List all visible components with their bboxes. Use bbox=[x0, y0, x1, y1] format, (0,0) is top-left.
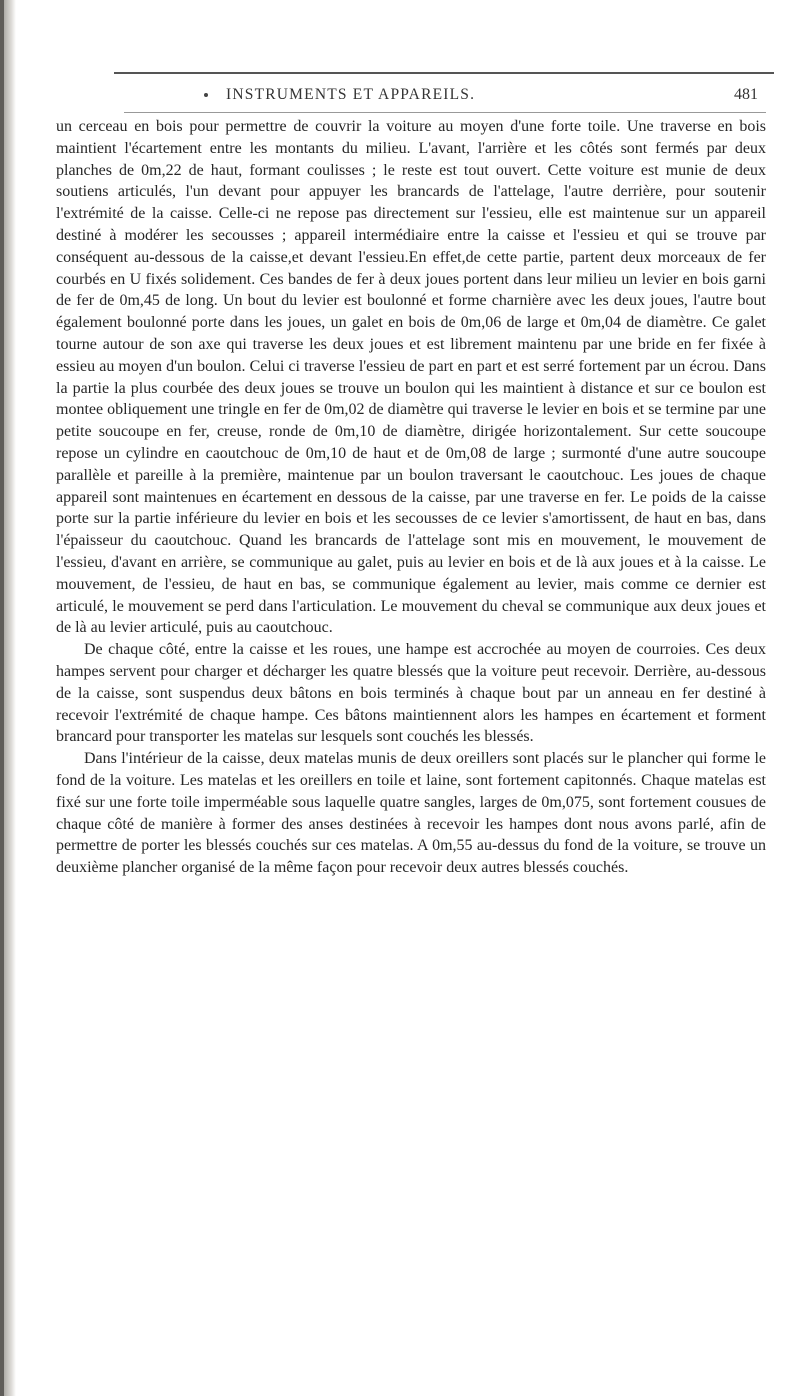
header-bullet bbox=[204, 93, 208, 97]
header-underline bbox=[124, 112, 766, 113]
page-number: 481 bbox=[734, 86, 758, 103]
paragraph-1: un cerceau en bois pour permettre de couvrir la voiture au moyen d'une forte toile. Une traverse en bois maintient l'écartement entre les montants du milieu. L'avant, l'arrière et les côtés sont fermés par deux planches de 0m,22 de haut, formant coulisses ; le reste est tout ouvert. Cette voiture est munie de deux soutiens articulés, l'un devant pour appuyer les brancards de l'attelage, l'autre derrière, pour soutenir l'extrémité de la caisse. Celle-ci ne repose pas directement sur l'essieu, elle est maintenue sur un appareil destiné à modérer les secousses ; appareil intermédiaire entre la caisse et l'essieu et qui se trouve par conséquent au-dessous de la caisse,et devant l'essieu.En effet,de cette partie, partent deux morceaux de fer courbés en U fixés solidement. Ces bandes de fer à deux joues portent dans leur milieu un levier en bois garni de fer de 0m,45 de long. Un bout du levier est boulonné et forme charnière avec les deux joues, l'autre bout également boulonné porte dans les joues, un galet en bois de 0m,06 de large et 0m,04 de diamètre. Ce galet tourne autour de son axe qui traverse les deux joues et est librement maintenu par une bride en fer fixée à essieu au moyen d'un boulon. Celui ci traverse l'essieu de part en part et est serré fortement par un écrou. Dans la partie la plus courbée des deux joues se trouve un boulon qui les maintient à distance et sur ce boulon est montee obliquement une tringle en fer de 0m,02 de diamètre qui traverse le levier en bois et se termine par une petite soucoupe en fer, creuse, ronde de 0m,10 de diamètre, dirigée horizontalement. Sur cette soucoupe repose un cylindre en caoutchouc de 0m,10 de haut et de 0m,08 de large ; surmonté d'une autre soucoupe parallèle et pareille à la première, maintenue par un boulon traversant le caoutchouc. Les joues de chaque appareil sont maintenues en écartement en dessous de la caisse, par une traverse en fer. Le poids de la caisse porte sur la partie inférieure du levier en bois et les secousses de ce levier s'amortissent, de haut en bas, dans l'épaisseur du caoutchouc. Quand les brancards de l'attelage sont mis en mouvement, le mouvement de l'essieu, d'avant en arrière, se communique au galet, puis au levier en bois et de là aux joues et à la caisse. Le mouvement, de l'essieu, de haut en bas, se communique également au levier, mais comme ce dernier est articulé, le mouvement se perd dans l'articulation. Le mouvement du cheval se communique aux deux joues et de là au levier articulé, puis au caoutchouc. bbox=[56, 118, 766, 637]
page-edge bbox=[0, 0, 4, 1396]
header-rule bbox=[114, 72, 774, 74]
paragraph-3: Dans l'intérieur de la caisse, deux matelas munis de deux oreillers sont placés sur le plancher qui forme le fond de la voiture. Les matelas et les oreillers en toile et laine, sont fortement capitonnés. Chaque matelas est fixé sur une forte toile imperméable sous laquelle quatre sangles, larges de 0m,075, sont fortement cousues de chaque côté de manière à former des anses destinées à recevoir les hampes dont nous avons parlé, afin de permettre de porter les blessés couchés sur ces matelas. A 0m,55 au-dessus du fond de la voiture, se trouve un deuxième plancher organisé de la même façon pour recevoir deux autres blessés couchés. bbox=[56, 750, 766, 877]
running-title: INSTRUMENTS ET APPAREILS. bbox=[226, 86, 476, 103]
paragraph-2: De chaque côté, entre la caisse et les roues, une hampe est accrochée au moyen de courroies. Ces deux hampes servent pour charger et décharger les quatre blessés que la voiture peut recevoir. Derrière, au-dessous de la caisse, sont suspendus deux bâtons en bois terminés à chaque bout par un anneau en fer destiné à recevoir l'extrémité de chaque hampe. Ces bâtons maintiennent alors les hampes en écartement et forment brancard pour transporter les matelas sur lesquels sont couchés les blessés. bbox=[56, 641, 766, 746]
body-text bbox=[56, 116, 766, 879]
